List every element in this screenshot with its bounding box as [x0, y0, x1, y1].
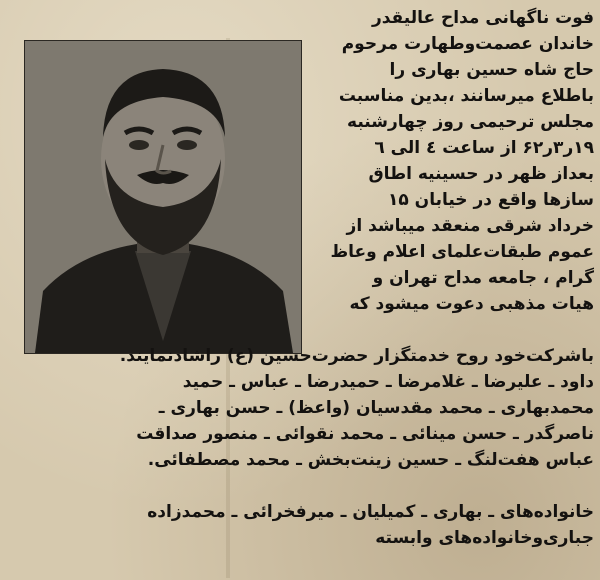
notice-line-3: حاج شاه حسین بهاری را — [389, 60, 594, 80]
notice-line-4: باطلاع میرسانند ،بدین مناسبت — [338, 86, 594, 106]
notice-line-9: خرداد شرقی منعقد میباشد از — [346, 216, 594, 236]
notice-line-1: فوت ناگهانی مداح عالیقدر — [371, 8, 594, 28]
notice-line-7: بعداز ظهر در حسینیه اطاق — [368, 164, 594, 184]
portrait-photo-drawing — [25, 41, 301, 353]
notice-line-5: مجلس ترحیمی روز چهارشنبه — [347, 112, 594, 132]
families-line-1: خانواده‌های ـ بهاری ـ کمیلیان ـ میرفخرائی ـ محمدزاده — [147, 502, 594, 522]
names-line-3: ناصرگدر ـ حسن مینائی ـ محمد نقوائی ـ منصور صداقت — [136, 424, 594, 444]
notice-line-12: هیات مذهبی دعوت میشود که — [349, 294, 594, 314]
notice-line-8: سازها واقع در خیابان ۱۵ — [388, 190, 594, 210]
names-line-4: عباس هفت‌لنگ ـ حسین زینت‌بخش ـ محمد مصطفائی. — [147, 450, 594, 470]
notice-line-2: خاندان عصمت‌وطهارت مرحوم — [341, 34, 594, 54]
notice-line-10: عموم طبقات‌علمای اعلام وعاظ — [330, 242, 594, 262]
names-line-2: محمدبهاری ـ محمد مقدسیان (واعظ) ـ حسن بهاری ـ — [158, 398, 594, 418]
notice-line-11: گرام ، جامعه مداح تهران و — [372, 268, 594, 288]
notice-line-13: باشرکت‌خود روح خدمتگزار حضرت‌حسین (ع) راشادنمایند. — [119, 346, 594, 366]
families-line-2: جباری‌وخانواده‌های وابسته — [375, 528, 594, 548]
portrait-photo — [24, 40, 302, 354]
names-line-1: داود ـ علیرضا ـ غلامرضا ـ حمیدرضا ـ عباس ـ حمید — [182, 372, 594, 392]
notice-line-6: ۱۹ر۳ر۶۲ از ساعت ٤ الی ٦ — [374, 138, 594, 158]
